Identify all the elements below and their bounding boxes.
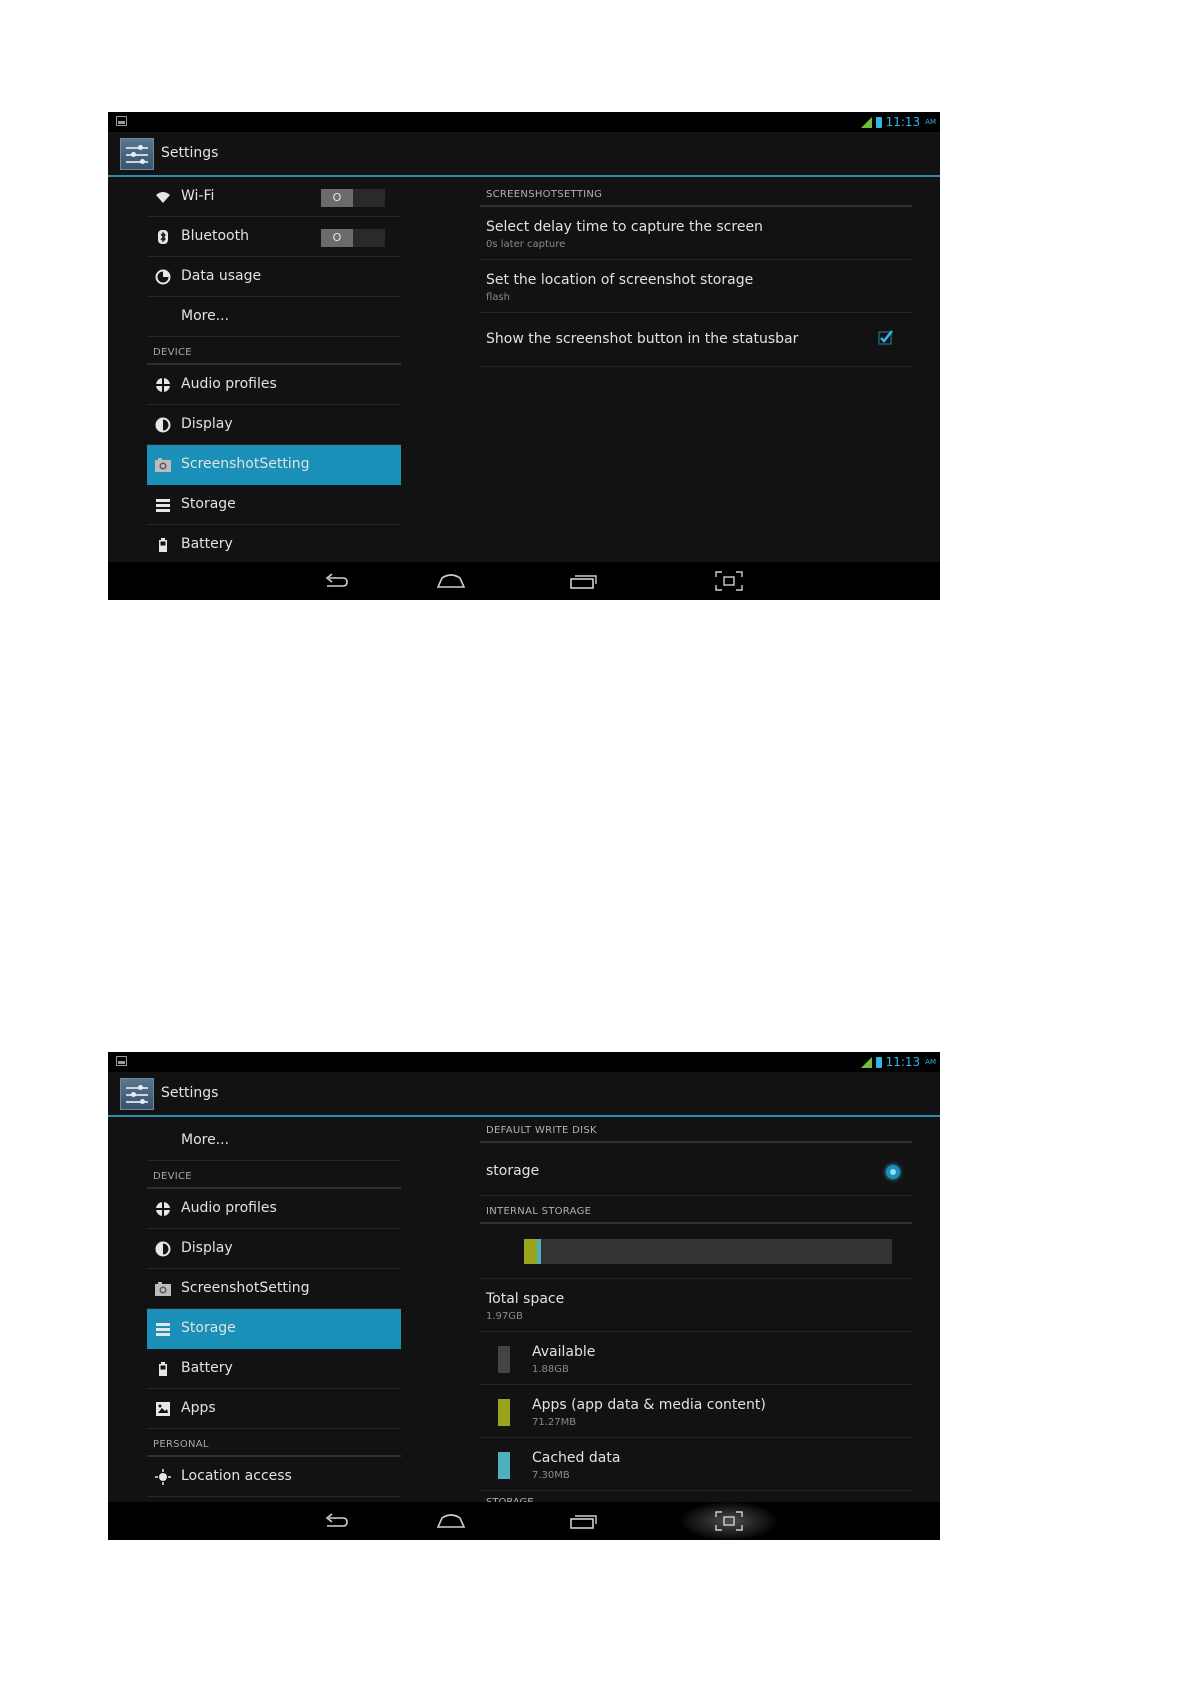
available-row[interactable]	[480, 1332, 912, 1385]
sidebar-item-screenshotsetting[interactable]	[147, 445, 401, 485]
sidebar-item-apps[interactable]	[147, 1389, 401, 1429]
wi-fi-toggle-switch[interactable]	[321, 189, 385, 207]
storage-usage-bar	[524, 1239, 892, 1264]
breakdown-value: 71.27MB	[532, 1417, 577, 1428]
sidebar-item-audio-profiles[interactable]	[147, 365, 401, 405]
sidebar-item-label: Display	[181, 1240, 233, 1256]
available-color-swatch	[498, 1346, 510, 1373]
sidebar-item-display[interactable]	[147, 1229, 401, 1269]
breakdown-value: 1.88GB	[532, 1364, 569, 1375]
battery-status-icon	[876, 117, 882, 128]
apps-usage-row[interactable]	[480, 1385, 912, 1438]
camera-icon	[155, 1281, 171, 1297]
sidebar-item-label: Data usage	[181, 268, 262, 284]
section-header-label: DEVICE	[153, 1171, 192, 1182]
setting-summary: flash	[486, 292, 510, 303]
sidebar-item-label: Location access	[181, 1468, 292, 1484]
sidebar-item-label: ScreenshotSetting	[181, 456, 310, 472]
sidebar-item-label: Apps	[181, 1400, 216, 1416]
sidebar-item-label: ScreenshotSetting	[181, 1280, 310, 1296]
sidebar-item-location-access[interactable]	[147, 1457, 401, 1497]
breakdown-value: 7.30MB	[532, 1470, 570, 1481]
sidebar-item-label: Storage	[181, 496, 236, 512]
sidebar-item-label: Bluetooth	[181, 228, 249, 244]
write-disk-option[interactable]	[480, 1143, 912, 1196]
storage-icon	[155, 497, 171, 513]
section-header-personal	[147, 1429, 401, 1457]
action-bar	[108, 132, 940, 177]
screenshot-notification-icon	[116, 1056, 127, 1066]
setting-title: Set the location of screenshot storage	[486, 272, 754, 288]
camera-icon	[155, 457, 171, 473]
screenshot-button-icon[interactable]	[714, 570, 744, 592]
sidebar-item-label: More...	[181, 1132, 230, 1148]
navigation-bar	[108, 1502, 940, 1540]
breakdown-title: Available	[532, 1344, 596, 1360]
section-header: SCREENSHOTSETTING	[480, 177, 912, 207]
settings-category-list	[147, 177, 401, 562]
breakdown-title: Apps (app data & media content)	[532, 1397, 766, 1413]
sidebar-item-storage[interactable]	[147, 485, 401, 525]
battery-icon	[155, 537, 171, 553]
usage-segment-apps	[524, 1239, 537, 1264]
display-icon	[155, 417, 171, 433]
navigation-bar	[108, 562, 940, 600]
cached-color-swatch	[498, 1452, 510, 1479]
status-bar	[108, 112, 940, 132]
write-disk-label: storage	[486, 1163, 540, 1179]
setting-title: Select delay time to capture the screen	[486, 219, 763, 235]
apps-color-swatch	[498, 1399, 510, 1426]
toggle-off-label: O	[321, 189, 353, 207]
sidebar-item-label: More...	[181, 308, 230, 324]
settings-app-icon[interactable]	[120, 1078, 154, 1110]
delay-time-setting[interactable]	[480, 207, 912, 260]
storage-usage-bar-row	[480, 1224, 912, 1279]
sidebar-item-display[interactable]	[147, 405, 401, 445]
bluetooth-toggle-switch[interactable]	[321, 229, 385, 247]
clock-ampm: AM	[925, 1058, 936, 1066]
sidebar-item-label: Battery	[181, 1360, 233, 1376]
sidebar-item-more[interactable]	[147, 297, 401, 337]
setting-summary: 0s later capture	[486, 239, 566, 250]
storage-settings-screen	[108, 1052, 940, 1540]
sidebar-item-label: Wi-Fi	[181, 188, 215, 204]
app-title: Settings	[161, 1085, 219, 1101]
checkbox-checked-icon[interactable]	[878, 329, 894, 345]
sidebar-item-label: Battery	[181, 536, 233, 552]
sidebar-item-more[interactable]	[147, 1121, 401, 1161]
audio-profiles-icon	[155, 377, 171, 393]
breakdown-title: Cached data	[532, 1450, 621, 1466]
toggle-off-label: O	[321, 229, 353, 247]
storage-icon	[155, 1321, 171, 1337]
default-write-disk-header: DEFAULT WRITE DISK	[480, 1117, 912, 1143]
sidebar-item-bluetooth[interactable]	[147, 217, 401, 257]
total-space-row[interactable]	[480, 1279, 912, 1332]
sidebar-item-screenshotsetting[interactable]	[147, 1269, 401, 1309]
back-icon[interactable]	[321, 1510, 351, 1532]
section-header-device	[147, 1161, 401, 1189]
signal-icon	[861, 117, 872, 128]
screenshot-button-icon[interactable]	[714, 1510, 744, 1532]
sidebar-item-label: Display	[181, 416, 233, 432]
battery-icon	[155, 1361, 171, 1377]
location-icon	[155, 1469, 171, 1485]
recent-apps-icon[interactable]	[568, 570, 598, 592]
total-space-value: 1.97GB	[486, 1311, 523, 1322]
action-bar	[108, 1072, 940, 1117]
internal-storage-header: INTERNAL STORAGE	[480, 1196, 912, 1224]
sidebar-item-battery[interactable]	[147, 525, 401, 565]
storage-location-setting[interactable]	[480, 260, 912, 313]
section-header-device	[147, 337, 401, 365]
sidebar-item-data-usage[interactable]	[147, 257, 401, 297]
sidebar-item-audio-profiles[interactable]	[147, 1189, 401, 1229]
sidebar-item-label: Storage	[181, 1320, 236, 1336]
settings-category-list	[147, 1117, 401, 1506]
sidebar-item-wi-fi[interactable]	[147, 177, 401, 217]
section-header-label: PERSONAL	[153, 1439, 209, 1450]
cached-data-row[interactable]	[480, 1438, 912, 1491]
usage-segment-cached	[537, 1239, 541, 1264]
audio-profiles-icon	[155, 1201, 171, 1217]
home-icon[interactable]	[436, 570, 466, 592]
statusbar-button-setting[interactable]	[480, 313, 912, 367]
clock: 11:13	[885, 115, 921, 129]
home-icon[interactable]	[436, 1510, 466, 1532]
screenshot-notification-icon	[116, 116, 127, 126]
sidebar-item-battery[interactable]	[147, 1349, 401, 1389]
clock-ampm: AM	[925, 118, 936, 126]
screenshot-settings-screen	[108, 112, 940, 600]
radio-selected-icon[interactable]	[886, 1165, 900, 1179]
setting-title: Show the screenshot button in the statusbar	[486, 331, 799, 347]
settings-app-icon[interactable]	[120, 138, 154, 170]
screenshot-settings-pane	[480, 177, 912, 562]
data-usage-icon	[155, 269, 171, 285]
clock: 11:13	[885, 1055, 921, 1069]
sidebar-item-label: Audio profiles	[181, 1200, 277, 1216]
status-bar	[108, 1052, 940, 1072]
total-space-title: Total space	[486, 1291, 565, 1307]
wifi-icon	[155, 189, 171, 205]
signal-icon	[861, 1057, 872, 1068]
app-title: Settings	[161, 145, 219, 161]
apps-icon	[155, 1401, 171, 1417]
battery-status-icon	[876, 1057, 882, 1068]
back-icon[interactable]	[321, 570, 351, 592]
sidebar-item-label: Audio profiles	[181, 376, 277, 392]
section-header-label: DEVICE	[153, 347, 192, 358]
display-icon	[155, 1241, 171, 1257]
recent-apps-icon[interactable]	[568, 1510, 598, 1532]
sidebar-item-storage[interactable]	[147, 1309, 401, 1349]
bluetooth-icon	[155, 229, 171, 245]
storage-settings-pane	[480, 1117, 912, 1502]
